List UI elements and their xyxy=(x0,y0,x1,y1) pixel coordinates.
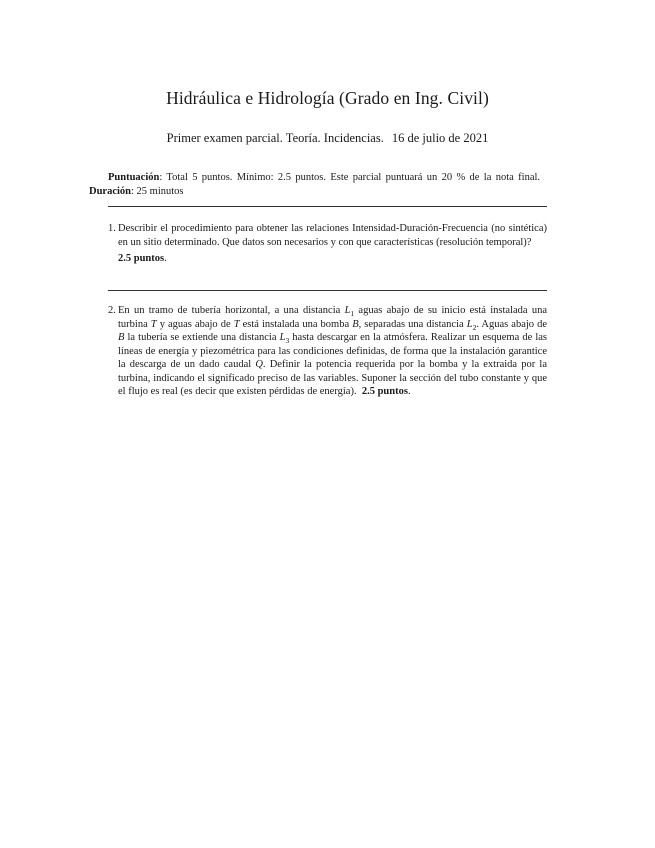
divider-middle xyxy=(108,290,547,291)
question-number: 1. xyxy=(108,223,116,234)
puntuacion-text: : Total 5 puntos. Mínimo: 2.5 puntos. Este parcial puntuará un 20 % de la nota final. xyxy=(159,172,541,183)
exam-date: 16 de julio de 2021 xyxy=(391,131,489,145)
var-b: B xyxy=(118,332,125,343)
question-points: 2.5 puntos xyxy=(361,386,408,397)
question-text: Describir el procedimiento para obtener las relaciones Intensidad-Duración-Frecuencia (no sintética) en un sitio determinado. Que datos son necesarios y con que características (resolución temporal)? xyxy=(118,223,547,248)
var-b: B xyxy=(352,318,359,330)
exam-subtitle xyxy=(0,131,655,146)
scoring-paragraph xyxy=(89,171,547,198)
var-l2: L xyxy=(466,318,473,330)
divider-top xyxy=(108,206,547,207)
exam-description: Primer examen parcial. Teoría. Incidencias. xyxy=(166,131,384,145)
question-points: 2.5 puntos. xyxy=(118,253,167,264)
var-l1: L xyxy=(344,305,351,316)
var-l3: L xyxy=(279,332,286,343)
var-t: T xyxy=(233,318,240,330)
var-q: Q xyxy=(255,359,263,370)
question-number: 2. xyxy=(108,305,116,316)
puntuacion-label: Puntuación xyxy=(108,172,160,183)
var-t: T xyxy=(150,318,157,330)
page-title: Hidráulica e Hidrología (Grado en Ing. Civil) xyxy=(166,88,489,108)
question-text: En un tramo de tubería horizontal, a una distancia $L_1$ aguas abajo de su inicio está instalada una turbina T y aguas abajo de T está instalada una bomba B, separadas una distancia $L_2$. Aguas abajo de B la tubería se extiende una distancia $L_3$ hasta descargar en la atmósfera. Realizar un esquema de las líneas de energía y piezométrica para las condiciones definidas, de forma que la instalación garantice la descarga de un dado caudal Q. Definir la potencia requerida por la bomba y la extraida por la turbina, indicando el significado preciso de las variables. Suponer la sección del tubo constante y que el flujo es real (es decir que existen pérdidas de energía). 2.5 puntos. xyxy=(118,305,548,397)
question-2 xyxy=(108,304,547,399)
duracion-text: : 25 minutos xyxy=(131,185,184,197)
duracion-label: Duración xyxy=(89,185,131,197)
question-1 xyxy=(108,222,547,266)
